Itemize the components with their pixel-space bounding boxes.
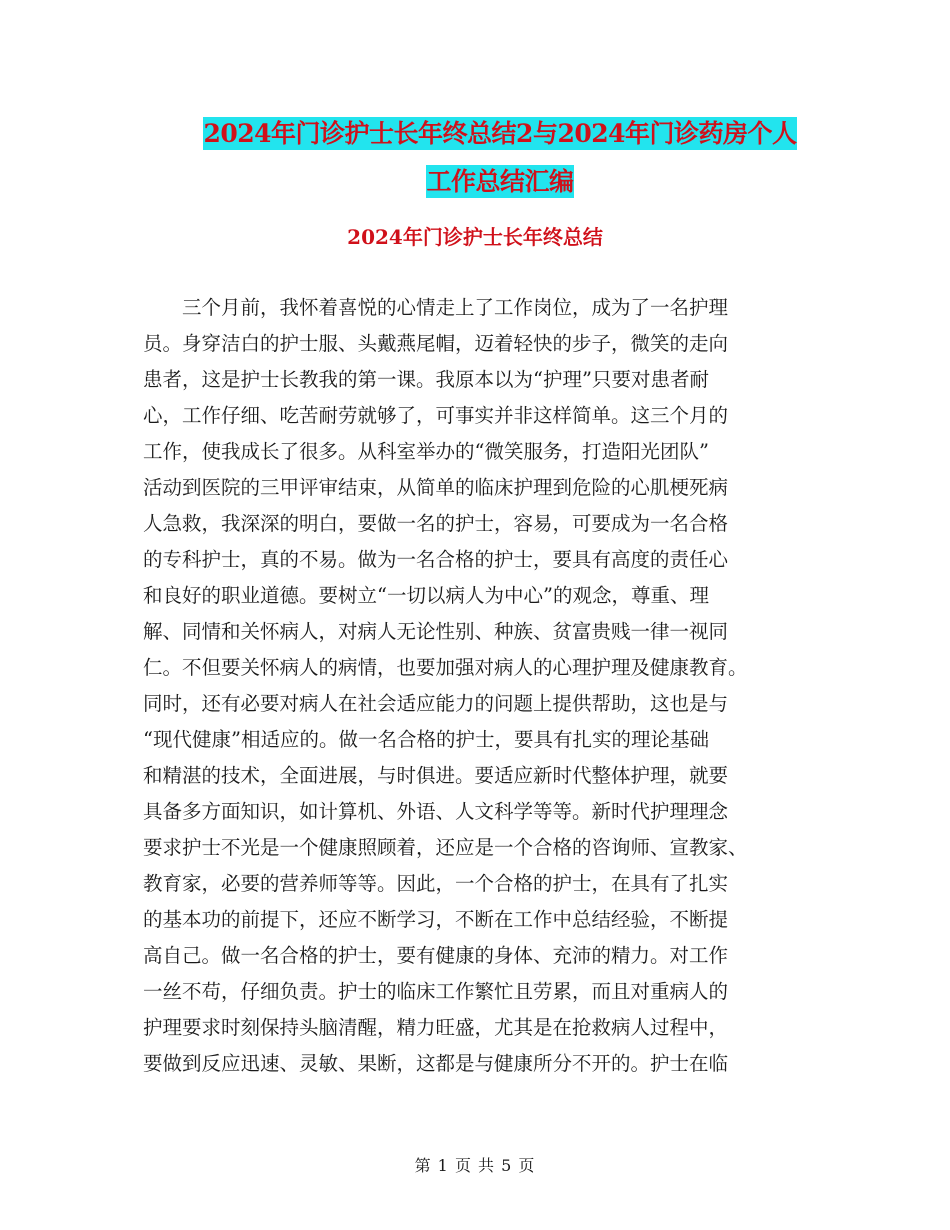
body-line: 的专科护士，真的不易。做为一名合格的护士，要具有高度的责任心 [143, 548, 729, 571]
document-title [140, 110, 860, 206]
body-line: 和精湛的技术，全面进展，与时俱进。要适应新时代整体护理，就要 [143, 764, 729, 787]
body-line: 和良好的职业道德。要树立“一切以病人为中心”的观念，尊重、理 [143, 584, 709, 607]
body-line: 活动到医院的三甲评审结束，从简单的临床护理到危险的心肌梗死病 [143, 476, 729, 499]
body-line: 高自己。做一名合格的护士，要有健康的身体、充沛的精力。对工作 [143, 944, 729, 967]
body-line: 员。身穿洁白的护士服、头戴燕尾帽，迈着轻快的步子，微笑的走向 [143, 332, 729, 355]
section-heading: 2024年门诊护士长年终总结 [347, 225, 603, 249]
page-footer: 第 1 页 共 5 页 [414, 1156, 536, 1175]
body-line: “现代健康”相适应的。做一名合格的护士，要具有扎实的理论基础 [143, 728, 709, 751]
body-line: 工作，使我成长了很多。从科室举办的“微笑服务，打造阳光团队” [143, 440, 709, 463]
body-line: 护理要求时刻保持头脑清醒，精力旺盛，尤其是在抢救病人过程中， [143, 1016, 729, 1039]
body-line: 解、同情和关怀病人，对病人无论性别、种族、贫富贵贱一律一视同 [143, 620, 729, 643]
title-line-1: 2024年门诊护士长年终总结2与2024年门诊药房个人 [203, 119, 797, 148]
body-line: 具备多方面知识，如计算机、外语、人文科学等等。新时代护理理念 [143, 800, 729, 823]
body-line: 教育家，必要的营养师等等。因此，一个合格的护士，在具有了扎实 [143, 872, 729, 895]
body-line: 心，工作仔细、吃苦耐劳就够了，可事实并非这样简单。这三个月的 [143, 404, 729, 427]
body-paragraph [143, 290, 803, 1082]
title-line-2: 工作总结汇编 [426, 167, 574, 196]
body-line: 三个月前，我怀着喜悦的心情走上了工作岗位，成为了一名护理 [143, 296, 729, 319]
body-line: 人急救，我深深的明白，要做一名的护士，容易，可要成为一名合格 [143, 512, 729, 535]
body-line: 仁。不但要关怀病人的病情，也要加强对病人的心理护理及健康教育。 [143, 656, 748, 679]
body-line: 要求护士不光是一个健康照顾着，还应是一个合格的咨询师、宣教家、 [143, 836, 748, 859]
body-line: 要做到反应迅速、灵敏、果断，这都是与健康所分不开的。护士在临 [143, 1052, 729, 1075]
body-line: 的基本功的前提下，还应不断学习，不断在工作中总结经验，不断提 [143, 908, 729, 931]
body-line: 同时，还有必要对病人在社会适应能力的问题上提供帮助，这也是与 [143, 692, 729, 715]
body-line: 患者，这是护士长教我的第一课。我原本以为“护理”只要对患者耐 [143, 368, 709, 391]
body-line: 一丝不苟，仔细负责。护士的临床工作繁忙且劳累，而且对重病人的 [143, 980, 729, 1003]
